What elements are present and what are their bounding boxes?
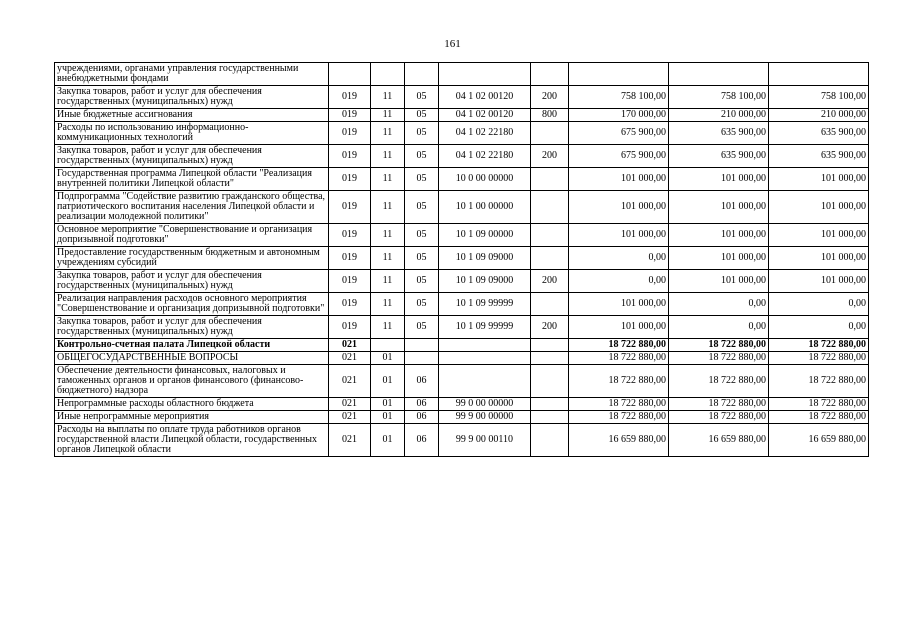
- ministry-code-cell: [329, 63, 371, 86]
- target-article-cell: 04 1 02 00120: [439, 109, 531, 122]
- table-row: [55, 270, 869, 293]
- amount-2021-cell: [769, 63, 869, 86]
- subsection-code-cell: 06: [405, 411, 439, 424]
- ministry-code-cell: 021: [329, 398, 371, 411]
- subsection-code-cell: 05: [405, 247, 439, 270]
- target-article-cell: [439, 339, 531, 352]
- ministry-code-cell: 021: [329, 411, 371, 424]
- expense-type-cell: [531, 224, 569, 247]
- row-name-cell: Государственная программа Липецкой области "Реализация внутренней политики Липецкой области": [55, 168, 329, 191]
- table-row: [55, 191, 869, 224]
- ministry-code-cell: 019: [329, 86, 371, 109]
- amount-2019-cell: 758 100,00: [569, 86, 669, 109]
- amount-2020-cell: [669, 63, 769, 86]
- ministry-code-cell: 019: [329, 122, 371, 145]
- subsection-code-cell: 06: [405, 398, 439, 411]
- subsection-code-cell: 05: [405, 122, 439, 145]
- amount-2019-cell: 18 722 880,00: [569, 411, 669, 424]
- expense-type-cell: [531, 191, 569, 224]
- row-name-cell: ОБЩЕГОСУДАРСТВЕННЫЕ ВОПРОСЫ: [55, 352, 329, 365]
- target-article-cell: 10 1 09 99999: [439, 316, 531, 339]
- amount-2021-cell: 101 000,00: [769, 224, 869, 247]
- amount-2019-cell: 101 000,00: [569, 316, 669, 339]
- subsection-code-cell: 05: [405, 86, 439, 109]
- expense-type-cell: [531, 168, 569, 191]
- target-article-cell: 99 9 00 00000: [439, 411, 531, 424]
- ministry-code-cell: 019: [329, 247, 371, 270]
- amount-2021-cell: 18 722 880,00: [769, 339, 869, 352]
- amount-2020-cell: 635 900,00: [669, 122, 769, 145]
- table-row: [55, 411, 869, 424]
- ministry-code-cell: 019: [329, 145, 371, 168]
- table-row: [55, 122, 869, 145]
- amount-2021-cell: 101 000,00: [769, 191, 869, 224]
- row-name-cell: Закупка товаров, работ и услуг для обеспечения государственных (муниципальных) нужд: [55, 86, 329, 109]
- subsection-code-cell: [405, 339, 439, 352]
- amount-2020-cell: 18 722 880,00: [669, 339, 769, 352]
- amount-2020-cell: 18 722 880,00: [669, 398, 769, 411]
- section-code-cell: 01: [371, 411, 405, 424]
- section-code-cell: 11: [371, 191, 405, 224]
- expense-type-cell: [531, 365, 569, 398]
- target-article-cell: 10 0 00 00000: [439, 168, 531, 191]
- subsection-code-cell: [405, 63, 439, 86]
- ministry-code-cell: 019: [329, 168, 371, 191]
- target-article-cell: 04 1 02 00120: [439, 86, 531, 109]
- ministry-code-cell: 019: [329, 270, 371, 293]
- target-article-cell: 99 0 00 00000: [439, 398, 531, 411]
- amount-2020-cell: 0,00: [669, 293, 769, 316]
- subsection-code-cell: 05: [405, 293, 439, 316]
- section-code-cell: 01: [371, 365, 405, 398]
- subsection-code-cell: 05: [405, 168, 439, 191]
- table-row: [55, 352, 869, 365]
- row-name-cell: учреждениями, органами управления государственными внебюджетными фондами: [55, 63, 329, 86]
- subsection-code-cell: 05: [405, 270, 439, 293]
- amount-2019-cell: 101 000,00: [569, 224, 669, 247]
- amount-2021-cell: 758 100,00: [769, 86, 869, 109]
- table-row: [55, 63, 869, 86]
- target-article-cell: [439, 352, 531, 365]
- amount-2021-cell: 18 722 880,00: [769, 411, 869, 424]
- table-row: [55, 109, 869, 122]
- section-code-cell: 11: [371, 270, 405, 293]
- ministry-code-cell: 019: [329, 224, 371, 247]
- amount-2019-cell: 0,00: [569, 270, 669, 293]
- expense-type-cell: [531, 122, 569, 145]
- target-article-cell: [439, 63, 531, 86]
- amount-2019-cell: 16 659 880,00: [569, 424, 669, 457]
- expense-type-cell: 200: [531, 145, 569, 168]
- amount-2019-cell: 0,00: [569, 247, 669, 270]
- expense-type-cell: [531, 339, 569, 352]
- target-article-cell: 10 1 09 09000: [439, 247, 531, 270]
- subsection-code-cell: 05: [405, 316, 439, 339]
- amount-2021-cell: 635 900,00: [769, 145, 869, 168]
- table-row: [55, 86, 869, 109]
- section-code-cell: 11: [371, 122, 405, 145]
- budget-table: [54, 62, 869, 457]
- amount-2019-cell: 675 900,00: [569, 122, 669, 145]
- expense-type-cell: 200: [531, 270, 569, 293]
- row-name-cell: Расходы на выплаты по оплате труда работников органов государственной власти Липецкой области, государственных органов Липецкой области: [55, 424, 329, 457]
- target-article-cell: 04 1 02 22180: [439, 145, 531, 168]
- amount-2020-cell: 18 722 880,00: [669, 365, 769, 398]
- expense-type-cell: [531, 247, 569, 270]
- section-code-cell: 11: [371, 293, 405, 316]
- amount-2020-cell: 210 000,00: [669, 109, 769, 122]
- expense-type-cell: [531, 63, 569, 86]
- target-article-cell: 10 1 09 00000: [439, 224, 531, 247]
- amount-2019-cell: [569, 63, 669, 86]
- amount-2021-cell: 210 000,00: [769, 109, 869, 122]
- ministry-code-cell: 019: [329, 316, 371, 339]
- amount-2021-cell: 635 900,00: [769, 122, 869, 145]
- ministry-code-cell: 019: [329, 191, 371, 224]
- expense-type-cell: 200: [531, 86, 569, 109]
- expense-type-cell: [531, 411, 569, 424]
- amount-2019-cell: 18 722 880,00: [569, 352, 669, 365]
- amount-2021-cell: 101 000,00: [769, 270, 869, 293]
- expense-type-cell: [531, 398, 569, 411]
- section-code-cell: 11: [371, 109, 405, 122]
- ministry-code-cell: 021: [329, 339, 371, 352]
- target-article-cell: [439, 365, 531, 398]
- subsection-code-cell: [405, 352, 439, 365]
- section-code-cell: 01: [371, 352, 405, 365]
- amount-2020-cell: 101 000,00: [669, 224, 769, 247]
- table-row: [55, 365, 869, 398]
- row-name-cell: Закупка товаров, работ и услуг для обеспечения государственных (муниципальных) нужд: [55, 316, 329, 339]
- subsection-code-cell: 05: [405, 191, 439, 224]
- budget-table-body: [55, 63, 869, 457]
- row-name-cell: Закупка товаров, работ и услуг для обеспечения государственных (муниципальных) нужд: [55, 145, 329, 168]
- row-name-cell: Основное мероприятие "Совершенствование и организация допризывной подготовки": [55, 224, 329, 247]
- ministry-code-cell: 021: [329, 352, 371, 365]
- table-row: [55, 224, 869, 247]
- amount-2020-cell: 101 000,00: [669, 270, 769, 293]
- amount-2021-cell: 18 722 880,00: [769, 365, 869, 398]
- section-code-cell: 11: [371, 145, 405, 168]
- table-row: [55, 424, 869, 457]
- page-number: 161: [444, 38, 461, 50]
- amount-2020-cell: 101 000,00: [669, 191, 769, 224]
- subsection-code-cell: 05: [405, 109, 439, 122]
- amount-2019-cell: 170 000,00: [569, 109, 669, 122]
- section-code-cell: 11: [371, 168, 405, 191]
- section-code-cell: [371, 63, 405, 86]
- amount-2020-cell: 18 722 880,00: [669, 411, 769, 424]
- amount-2020-cell: 18 722 880,00: [669, 352, 769, 365]
- expense-type-cell: [531, 424, 569, 457]
- subsection-code-cell: 05: [405, 224, 439, 247]
- amount-2021-cell: 16 659 880,00: [769, 424, 869, 457]
- section-code-cell: [371, 339, 405, 352]
- row-name-cell: Реализация направления расходов основного мероприятия "Совершенствование и организация допризывной подготовки": [55, 293, 329, 316]
- target-article-cell: 04 1 02 22180: [439, 122, 531, 145]
- ministry-code-cell: 019: [329, 293, 371, 316]
- expense-type-cell: [531, 293, 569, 316]
- table-row: [55, 316, 869, 339]
- amount-2020-cell: 635 900,00: [669, 145, 769, 168]
- expense-type-cell: 800: [531, 109, 569, 122]
- section-code-cell: 11: [371, 224, 405, 247]
- amount-2019-cell: 101 000,00: [569, 191, 669, 224]
- row-name-cell: Иные непрограммные мероприятия: [55, 411, 329, 424]
- amount-2021-cell: 101 000,00: [769, 168, 869, 191]
- row-name-cell: Обеспечение деятельности финансовых, налоговых и таможенных органов и органов финансового (финансово-бюджетного) надзора: [55, 365, 329, 398]
- ministry-code-cell: 021: [329, 365, 371, 398]
- row-name-cell: Иные бюджетные ассигнования: [55, 109, 329, 122]
- subsection-code-cell: 06: [405, 365, 439, 398]
- row-name-cell: Непрограммные расходы областного бюджета: [55, 398, 329, 411]
- row-name-cell: Закупка товаров, работ и услуг для обеспечения государственных (муниципальных) нужд: [55, 270, 329, 293]
- amount-2021-cell: 0,00: [769, 316, 869, 339]
- ministry-code-cell: 021: [329, 424, 371, 457]
- section-code-cell: 01: [371, 424, 405, 457]
- row-name-cell: Расходы по использованию информационно-коммуникационных технологий: [55, 122, 329, 145]
- amount-2019-cell: 675 900,00: [569, 145, 669, 168]
- amount-2020-cell: 758 100,00: [669, 86, 769, 109]
- amount-2020-cell: 16 659 880,00: [669, 424, 769, 457]
- expense-type-cell: 200: [531, 316, 569, 339]
- amount-2021-cell: 101 000,00: [769, 247, 869, 270]
- table-row: [55, 168, 869, 191]
- table-row: [55, 398, 869, 411]
- section-code-cell: 11: [371, 316, 405, 339]
- row-name-cell: Предоставление государственным бюджетным и автономным учреждениям субсидий: [55, 247, 329, 270]
- section-code-cell: 11: [371, 247, 405, 270]
- amount-2019-cell: 18 722 880,00: [569, 339, 669, 352]
- amount-2020-cell: 101 000,00: [669, 247, 769, 270]
- target-article-cell: 10 1 09 99999: [439, 293, 531, 316]
- amount-2021-cell: 0,00: [769, 293, 869, 316]
- amount-2019-cell: 18 722 880,00: [569, 365, 669, 398]
- subsection-code-cell: 05: [405, 145, 439, 168]
- row-name-cell: Подпрограмма "Содействие развитию гражданского общества, патриотического воспитания населения Липецкой области и реализации молодежной политики": [55, 191, 329, 224]
- amount-2019-cell: 101 000,00: [569, 293, 669, 316]
- expense-type-cell: [531, 352, 569, 365]
- table-row: [55, 293, 869, 316]
- target-article-cell: 99 9 00 00110: [439, 424, 531, 457]
- amount-2019-cell: 101 000,00: [569, 168, 669, 191]
- section-code-cell: 11: [371, 86, 405, 109]
- table-row: [55, 339, 869, 352]
- section-code-cell: 01: [371, 398, 405, 411]
- amount-2020-cell: 101 000,00: [669, 168, 769, 191]
- subsection-code-cell: 06: [405, 424, 439, 457]
- amount-2020-cell: 0,00: [669, 316, 769, 339]
- amount-2021-cell: 18 722 880,00: [769, 352, 869, 365]
- table-row: [55, 247, 869, 270]
- ministry-code-cell: 019: [329, 109, 371, 122]
- table-row: [55, 145, 869, 168]
- target-article-cell: 10 1 09 09000: [439, 270, 531, 293]
- row-name-cell: Контрольно-счетная палата Липецкой области: [55, 339, 329, 352]
- amount-2019-cell: 18 722 880,00: [569, 398, 669, 411]
- target-article-cell: 10 1 00 00000: [439, 191, 531, 224]
- amount-2021-cell: 18 722 880,00: [769, 398, 869, 411]
